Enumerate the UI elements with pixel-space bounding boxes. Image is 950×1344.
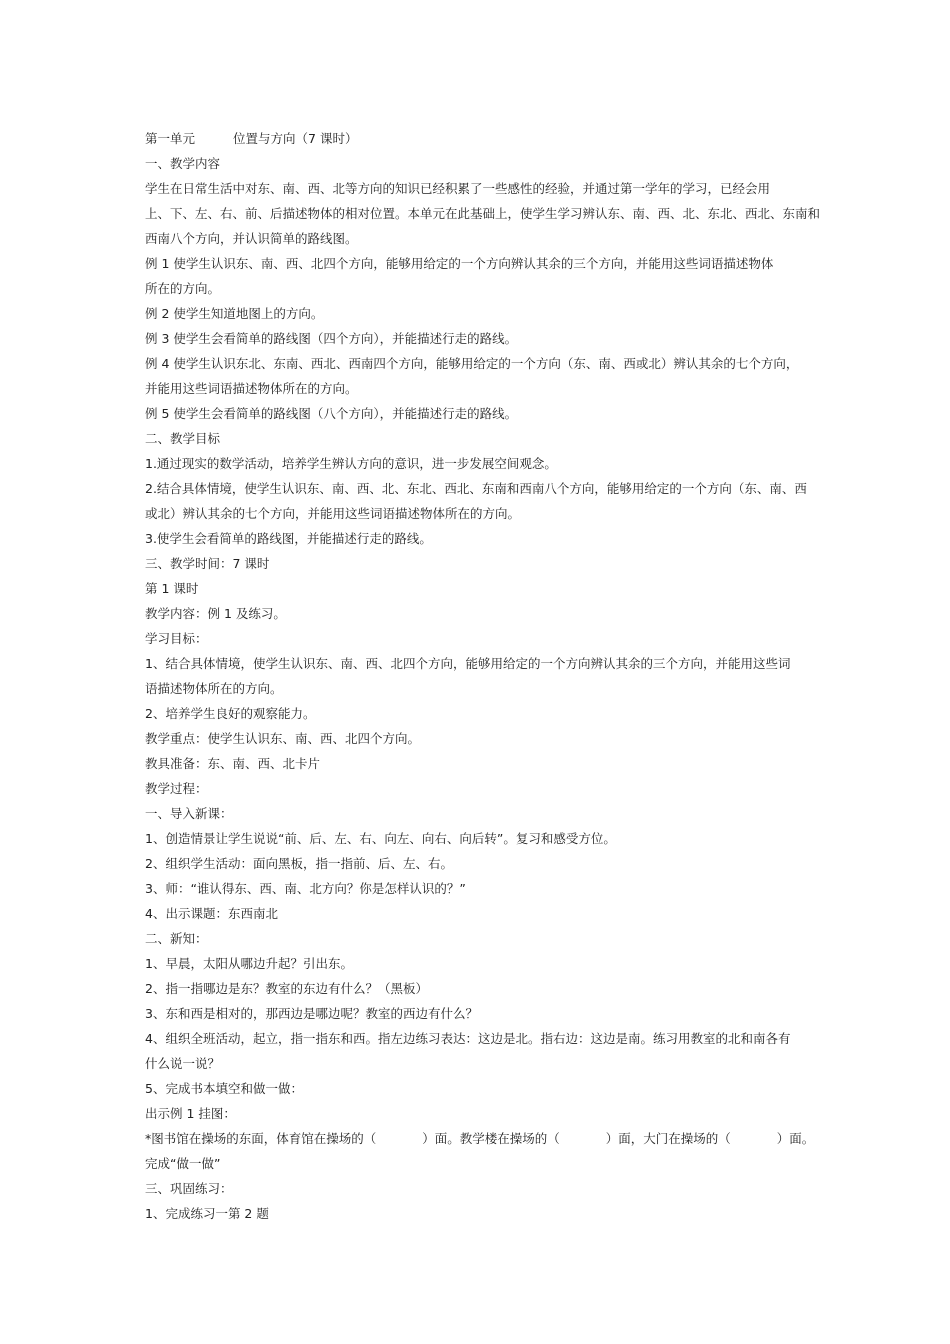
fill-text-3: ）面，大门在操场的（ bbox=[605, 1131, 731, 1146]
text-line: 学习目标： bbox=[145, 631, 208, 646]
text-line: 3.使学生会看简单的路线图，并能描述行走的路线。 bbox=[145, 531, 432, 546]
fill-in-sentence bbox=[145, 1126, 815, 1151]
text-line: 5、完成书本填空和做一做： bbox=[145, 1081, 303, 1096]
fill-text-1: *图书馆在操场的东面，体育馆在操场的（ bbox=[145, 1131, 377, 1146]
text-line: 2、指一指哪边是东？教室的东边有什么？（黑板） bbox=[145, 981, 428, 996]
text-line: 1.通过现实的数学活动，培养学生辨认方向的意识，进一步发展空间观念。 bbox=[145, 456, 557, 471]
fill-text-2: ）面。教学楼在操场的（ bbox=[422, 1131, 560, 1146]
text-line: 1、完成练习一第 2 题 bbox=[145, 1206, 269, 1221]
text-line: 三、巩固练习： bbox=[145, 1181, 233, 1196]
text-line: 例 5 使学生会看简单的路线图（八个方向），并能描述行走的路线。 bbox=[145, 406, 518, 421]
text-line: 例 1 使学生认识东、南、西、北四个方向，能够用给定的一个方向辨认其余的三个方向，并能用这些词语描述物体 bbox=[145, 256, 774, 271]
unit-title bbox=[145, 126, 810, 151]
text-line: 2.结合具体情境，使学生认识东、南、西、北、东北、西北、东南和西南八个方向，能够用给定的一个方向（东、南、西 bbox=[145, 481, 807, 496]
unit-name: 位置与方向（7 课时） bbox=[233, 131, 358, 146]
document-body bbox=[145, 126, 821, 1226]
text-line: 例 2 使学生知道地图上的方向。 bbox=[145, 306, 324, 321]
text-line: 4、出示课题：东西南北 bbox=[145, 906, 278, 921]
text-line: 学生在日常生活中对东、南、西、北等方向的知识已经积累了一些感性的经验，并通过第一学年的学习，已经会用 bbox=[145, 181, 771, 196]
text-line: 教学重点：使学生认识东、南、西、北四个方向。 bbox=[145, 731, 421, 746]
text-line: 什么说一说？ bbox=[145, 1056, 221, 1071]
text-line: 3、东和西是相对的，那西边是哪边呢？教室的西边有什么？ bbox=[145, 1006, 478, 1021]
text-line: 上、下、左、右、前、后描述物体的相对位置。本单元在此基础上，使学生学习辨认东、南、西、北、东北、西北、东南和 bbox=[145, 206, 821, 221]
text-line: 教学内容：例 1 及练习。 bbox=[145, 606, 286, 621]
text-line: 第 1 课时 bbox=[145, 581, 199, 596]
text-line: 西南八个方向，并认识简单的路线图。 bbox=[145, 231, 358, 246]
text-line: 1、结合具体情境，使学生认识东、南、西、北四个方向，能够用给定的一个方向辨认其余的三个方向，并能用这些词 bbox=[145, 656, 791, 671]
paragraph-block-end bbox=[145, 1151, 810, 1226]
text-line: 二、教学目标 bbox=[145, 431, 221, 446]
text-line: 3、师：“谁认得东、西、南、北方向？你是怎样认识的？” bbox=[145, 881, 466, 896]
text-line: 一、导入新课： bbox=[145, 806, 233, 821]
text-line: 完成“做一做” bbox=[145, 1156, 221, 1171]
text-line: 所在的方向。 bbox=[145, 281, 221, 296]
text-line: 教具准备：东、南、西、北卡片 bbox=[145, 756, 321, 771]
text-line: 1、早晨，太阳从哪边升起？引出东。 bbox=[145, 956, 353, 971]
text-line: 1、创造情景让学生说说“前、后、左、右、向左、向右、向后转”。复习和感受方位。 bbox=[145, 831, 616, 846]
text-line: 一、教学内容 bbox=[145, 156, 221, 171]
text-line: 并能用这些词语描述物体所在的方向。 bbox=[145, 381, 358, 396]
text-line: 或北）辨认其余的七个方向，并能用这些词语描述物体所在的方向。 bbox=[145, 506, 521, 521]
paragraph-block bbox=[145, 151, 821, 1126]
text-line: 例 3 使学生会看简单的路线图（四个方向），并能描述行走的路线。 bbox=[145, 331, 518, 346]
text-line: 出示例 1 挂图： bbox=[145, 1106, 236, 1121]
text-line: 2、培养学生良好的观察能力。 bbox=[145, 706, 316, 721]
unit-number: 第一单元 bbox=[145, 131, 196, 146]
text-line: 例 4 使学生认识东北、东南、西北、西南四个方向，能够用给定的一个方向（东、南、西或北）辨认其余的七个方向， bbox=[145, 356, 799, 371]
text-line: 4、组织全班活动，起立，指一指东和西。指左边练习表达：这边是北。指右边：这边是南。练习用教室的北和南各有 bbox=[145, 1031, 791, 1046]
text-line: 语描述物体所在的方向。 bbox=[145, 681, 283, 696]
fill-text-4: ）面。 bbox=[776, 1131, 815, 1146]
text-line: 教学过程： bbox=[145, 781, 208, 796]
text-line: 2、组织学生活动：面向黑板，指一指前、后、左、右。 bbox=[145, 856, 453, 871]
text-line: 三、教学时间：7 课时 bbox=[145, 556, 270, 571]
text-line: 二、新知： bbox=[145, 931, 208, 946]
